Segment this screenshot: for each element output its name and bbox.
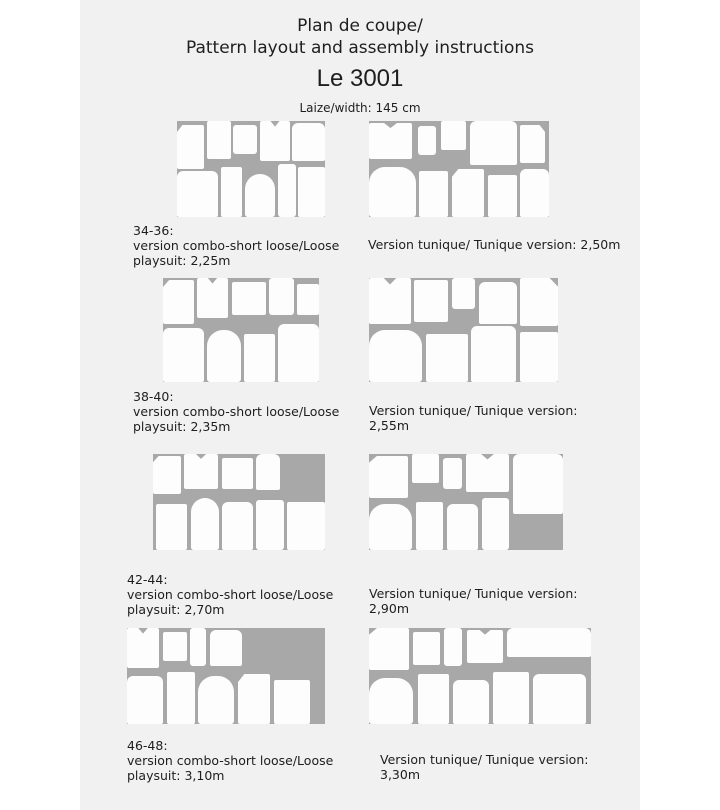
caption-38-40-playsuit: [133, 389, 339, 434]
pattern-piece: [207, 121, 231, 159]
caption-42-44-playsuit: [127, 572, 333, 617]
caption-line: 3,30m: [380, 767, 421, 782]
pattern-piece: [488, 175, 517, 217]
caption-line: playsuit: 3,10m: [127, 768, 225, 783]
pattern-piece: [426, 334, 468, 382]
caption-line: version combo-short loose/Loose: [127, 587, 334, 602]
caption-line: playsuit: 2,70m: [127, 602, 225, 617]
caption-line: playsuit: 2,25m: [133, 253, 231, 268]
pattern-piece: [412, 454, 439, 483]
pattern-piece: [470, 121, 517, 165]
title-line-1: Plan de coupe/: [297, 16, 423, 36]
pattern-piece: [447, 504, 478, 550]
caption-line: 38-40:: [133, 389, 174, 404]
pattern-piece: [414, 280, 448, 322]
pattern-piece: [292, 123, 325, 161]
pattern-piece: [184, 454, 218, 489]
caption-line: 2,90m: [369, 601, 410, 616]
fabric-width: Laize/width: 145 cm: [299, 101, 421, 115]
caption-line: version combo-short loose/Loose: [133, 238, 340, 253]
pattern-piece: [444, 628, 462, 666]
caption-line: 46-48:: [127, 738, 168, 753]
pattern-piece: [153, 456, 181, 494]
pattern-piece: [441, 121, 466, 150]
pattern-piece: [127, 676, 163, 724]
pattern-piece: [507, 628, 591, 657]
pattern-piece: [198, 676, 234, 724]
pattern-piece: [453, 680, 489, 724]
pattern-piece: [278, 164, 296, 217]
pattern-piece: [256, 454, 280, 490]
pattern-piece: [369, 678, 413, 724]
cutting-layout-46-48-tunic: [369, 628, 591, 724]
caption-38-40-tunic: [369, 403, 577, 433]
pattern-piece: [297, 284, 319, 315]
pattern-piece: [233, 125, 257, 154]
pattern-piece: [244, 334, 275, 382]
pattern-piece: [163, 632, 187, 661]
caption-line: 2,55m: [369, 418, 410, 433]
pattern-piece: [269, 278, 294, 315]
pattern-piece: [418, 126, 436, 155]
cutting-layout-34-36-tunic: [369, 121, 549, 217]
caption-line: Version tunique/ Tunique version:: [369, 403, 578, 418]
caption-42-44-tunic: [369, 586, 577, 616]
pattern-piece: [416, 502, 443, 550]
pattern-piece: [177, 171, 218, 217]
pattern-piece: [207, 330, 241, 382]
pattern-piece: [260, 121, 290, 161]
pattern-piece: [520, 332, 558, 382]
pattern-piece: [127, 628, 159, 668]
pattern-piece: [369, 167, 416, 217]
caption-line: playsuit: 2,35m: [133, 419, 231, 434]
pattern-piece: [197, 278, 228, 318]
pattern-piece: [533, 674, 586, 724]
pattern-piece: [452, 169, 484, 217]
caption-line: Version tunique/ Tunique version:: [369, 586, 578, 601]
pattern-piece: [369, 123, 412, 159]
pattern-piece: [222, 502, 253, 550]
caption-line: version combo-short loose/Loose: [133, 404, 340, 419]
pattern-piece: [278, 324, 319, 382]
pattern-piece: [471, 326, 516, 382]
pattern-piece: [210, 630, 242, 666]
pattern-piece: [369, 504, 412, 550]
caption-34-36-tunic: [368, 237, 620, 252]
pattern-piece: [163, 280, 194, 324]
pattern-piece: [493, 672, 529, 724]
caption-46-48-playsuit: [127, 738, 333, 783]
pattern-piece: [520, 125, 545, 163]
pattern-piece: [245, 174, 275, 217]
pattern-piece: [167, 672, 195, 724]
pattern-piece: [413, 632, 440, 665]
pattern-piece: [298, 167, 325, 217]
pattern-piece: [163, 328, 204, 382]
pattern-piece: [482, 498, 509, 550]
pattern-piece: [274, 680, 310, 724]
cutting-layout-42-44-tunic: [369, 454, 563, 550]
caption-line: Version tunique/ Tunique version: 2,50m: [368, 237, 621, 252]
pattern-piece: [479, 282, 517, 324]
cutting-layout-42-44-playsuit: [153, 454, 325, 550]
pattern-piece: [419, 171, 448, 217]
pattern-piece: [177, 125, 204, 169]
caption-line: Version tunique/ Tunique version:: [380, 752, 589, 767]
pattern-piece: [443, 458, 462, 489]
pattern-piece: [513, 454, 563, 514]
cutting-layout-34-36-playsuit: [177, 121, 325, 217]
pattern-piece: [156, 504, 187, 550]
caption-line: 34-36:: [133, 223, 174, 238]
pattern-piece: [191, 498, 219, 550]
caption-46-48-tunic: [380, 752, 588, 782]
pattern-piece: [466, 454, 509, 492]
cutting-layout-38-40-tunic: [369, 278, 558, 382]
pattern-piece: [418, 674, 449, 724]
pattern-piece: [232, 282, 266, 315]
pattern-piece: [467, 630, 503, 663]
pattern-piece: [287, 502, 325, 550]
cutting-layout-46-48-playsuit: [127, 628, 325, 724]
pattern-piece: [520, 278, 558, 326]
pattern-piece: [369, 628, 409, 670]
cutting-layout-38-40-playsuit: [163, 278, 319, 382]
caption-34-36-playsuit: [133, 223, 339, 268]
pattern-piece: [222, 458, 253, 489]
pattern-name: Le 3001: [316, 65, 404, 92]
pattern-piece: [369, 456, 408, 498]
pattern-piece: [238, 674, 270, 724]
pattern-piece: [369, 330, 422, 382]
pattern-piece: [190, 628, 206, 666]
pattern-piece: [452, 278, 475, 309]
caption-line: 42-44:: [127, 572, 168, 587]
pattern-piece: [520, 169, 549, 217]
pattern-piece: [369, 278, 411, 324]
caption-line: version combo-short loose/Loose: [127, 753, 334, 768]
pattern-piece: [221, 167, 242, 217]
title-line-2: Pattern layout and assembly instructions: [185, 38, 535, 58]
pattern-piece: [256, 500, 284, 550]
